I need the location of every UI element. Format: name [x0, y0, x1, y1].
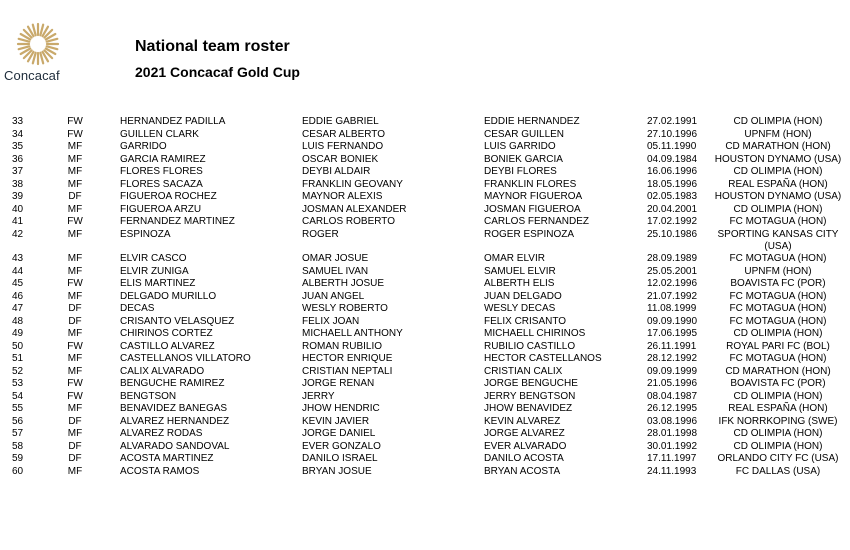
table-row: [0, 291, 850, 304]
player-position: FW: [67, 278, 83, 289]
player-position: MF: [67, 403, 83, 414]
player-birth-date: 27.10.1996: [647, 128, 698, 140]
player-birth-date: 21.07.1992: [647, 290, 698, 302]
player-shirt-name: WESLY DECAS: [484, 303, 556, 314]
player-birth-date: 28.01.1998: [647, 428, 698, 439]
player-last-name: CRISANTO VELASQUEZ: [120, 315, 235, 327]
player-birth-date: 26.12.1995: [647, 403, 698, 414]
player-number: 33: [12, 116, 24, 127]
table-row: [0, 191, 850, 204]
player-last-name: BENAVIDEZ BANEGAS: [120, 403, 228, 414]
table-row: [0, 216, 850, 229]
player-birth-date: 25.10.1986: [647, 228, 698, 240]
player-birth-date: 17.06.1995: [647, 328, 698, 339]
player-position: DF: [68, 415, 82, 427]
player-club: CD OLIMPIA (HON): [733, 166, 823, 177]
player-first-name: CARLOS ROBERTO: [302, 216, 395, 227]
player-number: 57: [12, 428, 24, 439]
player-position: MF: [67, 166, 83, 177]
player-club: REAL ESPAÑA (HON): [728, 178, 828, 190]
player-last-name: ACOSTA RAMOS: [120, 465, 200, 477]
player-club: CD MARATHON (HON): [725, 141, 831, 152]
player-last-name: FLORES FLORES: [120, 166, 203, 177]
player-birth-date: 12.02.1996: [647, 278, 698, 289]
player-first-name: MICHAELL ANTHONY: [302, 328, 403, 339]
player-birth-date: 24.11.1993: [647, 465, 697, 477]
player-position: DF: [68, 453, 82, 464]
player-position: MF: [67, 153, 83, 165]
player-last-name: BENGUCHE RAMIREZ: [120, 378, 225, 389]
player-shirt-name: DEYBI FLORES: [484, 166, 557, 177]
player-number: 48: [12, 315, 24, 327]
player-club: CD OLIMPIA (HON): [733, 116, 823, 127]
player-first-name: JUAN ANGEL: [302, 290, 365, 302]
player-number: 50: [12, 340, 24, 352]
player-number: 43: [12, 253, 24, 264]
player-shirt-name: SAMUEL ELVIR: [484, 265, 556, 277]
table-row: [0, 441, 850, 454]
player-position: MF: [67, 353, 83, 364]
player-number: 58: [12, 440, 24, 452]
player-first-name: WESLY ROBERTO: [302, 303, 388, 314]
player-shirt-name: CESAR GUILLEN: [484, 128, 565, 140]
table-row: [0, 391, 850, 404]
player-birth-date: 25.05.2001: [647, 265, 698, 277]
player-number: 51: [12, 353, 24, 364]
player-first-name: BRYAN JOSUE: [302, 465, 372, 477]
player-position: FW: [67, 340, 83, 352]
player-shirt-name: JHOW BENAVIDEZ: [484, 403, 573, 414]
player-shirt-name: ROGER ESPINOZA: [484, 228, 575, 240]
player-position: MF: [67, 253, 83, 264]
player-club: UPNFM (HON): [744, 265, 812, 277]
player-first-name: JOSMAN ALEXANDER: [302, 203, 407, 215]
player-club: CD OLIMPIA (HON): [733, 328, 823, 339]
player-club: CD OLIMPIA (HON): [733, 203, 823, 215]
player-last-name: HERNANDEZ PADILLA: [120, 116, 226, 127]
player-shirt-name: ALBERTH ELIS: [484, 278, 555, 289]
player-first-name: CRISTIAN NEPTALI: [302, 365, 393, 377]
player-birth-date: 21.05.1996: [647, 378, 698, 389]
player-birth-date: 09.09.1990: [647, 315, 698, 327]
table-row: [0, 253, 850, 266]
player-birth-date: 03.08.1996: [647, 415, 698, 427]
player-club: IFK NORRKOPING (SWE): [718, 415, 838, 427]
player-position: MF: [67, 465, 83, 477]
player-shirt-name: LUIS GARRIDO: [484, 141, 556, 152]
player-club: HOUSTON DYNAMO (USA): [714, 191, 842, 202]
table-row: [0, 154, 850, 167]
player-number: 34: [12, 128, 24, 140]
player-number: 55: [12, 403, 24, 414]
player-last-name: FLORES SACAZA: [120, 178, 203, 190]
roster-table: [0, 116, 850, 478]
player-last-name: FERNANDEZ MARTINEZ: [120, 216, 235, 227]
player-position: DF: [68, 303, 82, 314]
player-last-name: GARRIDO: [120, 141, 167, 152]
player-shirt-name: JUAN DELGADO: [484, 290, 562, 302]
player-shirt-name: JOSMAN FIGUEROA: [484, 203, 581, 215]
player-position: DF: [68, 191, 82, 202]
player-first-name: OMAR JOSUE: [302, 253, 369, 264]
player-number: 59: [12, 453, 24, 464]
player-number: 49: [12, 328, 24, 339]
player-last-name: GUILLEN CLARK: [120, 128, 199, 140]
player-position: MF: [67, 365, 83, 377]
table-row: [0, 341, 850, 354]
player-club: FC MOTAGUA (HON): [729, 216, 827, 227]
table-row: [0, 303, 850, 316]
page-subtitle: 2021 Concacaf Gold Cup: [135, 64, 300, 80]
player-number: 45: [12, 278, 24, 289]
player-shirt-name: KEVIN ALVAREZ: [484, 415, 561, 427]
player-number: 39: [12, 191, 24, 202]
player-first-name: JORGE DANIEL: [302, 428, 376, 439]
player-last-name: GARCIA RAMIREZ: [120, 153, 206, 165]
table-row: [0, 129, 850, 142]
player-birth-date: 17.11.1997: [647, 453, 697, 464]
player-last-name: BENGTSON: [120, 390, 177, 402]
player-first-name: DANILO ISRAEL: [302, 453, 378, 464]
player-position: MF: [67, 178, 83, 190]
player-first-name: KEVIN JAVIER: [302, 415, 370, 427]
player-first-name: DEYBI ALDAIR: [302, 166, 371, 177]
table-row: [0, 353, 850, 366]
player-first-name: EDDIE GABRIEL: [302, 116, 379, 127]
table-row: [0, 403, 850, 416]
player-club: ORLANDO CITY FC (USA): [717, 453, 839, 464]
player-last-name: CASTILLO ALVAREZ: [120, 340, 215, 352]
player-position: FW: [67, 116, 83, 127]
player-first-name: JHOW HENDRIC: [302, 403, 380, 414]
player-shirt-name: DANILO ACOSTA: [484, 453, 564, 464]
player-club: FC MOTAGUA (HON): [729, 290, 827, 302]
player-number: 41: [12, 216, 24, 227]
table-row: [0, 204, 850, 217]
player-shirt-name: CARLOS FERNANDEZ: [484, 216, 590, 227]
player-club: BOAVISTA FC (POR): [730, 378, 826, 389]
player-last-name: CHIRINOS CORTEZ: [120, 328, 213, 339]
player-number: 35: [12, 141, 24, 152]
player-first-name: HECTOR ENRIQUE: [302, 353, 393, 364]
table-row: [0, 328, 850, 341]
table-row: [0, 428, 850, 441]
player-last-name: ESPINOZA: [120, 228, 171, 240]
player-club: REAL ESPAÑA (HON): [728, 403, 828, 414]
player-last-name: CALIX ALVARADO: [120, 365, 205, 377]
player-first-name: SAMUEL IVAN: [302, 265, 369, 277]
player-shirt-name: EDDIE HERNANDEZ: [484, 116, 580, 127]
table-row: [0, 266, 850, 279]
table-row: [0, 179, 850, 192]
player-number: 38: [12, 178, 24, 190]
player-club: ROYAL PARI FC (BOL): [726, 340, 830, 352]
player-number: 54: [12, 390, 24, 402]
player-first-name: ROMAN RUBILIO: [302, 340, 383, 352]
player-club: FC DALLAS (USA): [735, 465, 821, 477]
player-birth-date: 08.04.1987: [647, 390, 698, 402]
player-position: FW: [67, 378, 83, 389]
player-last-name: ALVARADO SANDOVAL: [120, 440, 230, 452]
table-row: [0, 453, 850, 466]
player-club: CD OLIMPIA (HON): [733, 440, 823, 452]
concacaf-sun-icon: [16, 22, 60, 66]
page-title: National team roster: [135, 38, 290, 55]
player-birth-date: 27.02.1991: [647, 116, 698, 127]
player-last-name: ACOSTA MARTINEZ: [120, 453, 214, 464]
player-shirt-name: MICHAELL CHIRINOS: [484, 328, 586, 339]
player-first-name: JORGE RENAN: [302, 378, 375, 389]
player-last-name: CASTELLANOS VILLATORO: [120, 353, 251, 364]
player-club: CD OLIMPIA (HON): [733, 428, 823, 439]
player-first-name: ROGER: [302, 228, 339, 240]
player-last-name: FIGUEROA ARZU: [120, 203, 202, 215]
player-position: MF: [67, 328, 83, 339]
player-club: FC MOTAGUA (HON): [729, 315, 827, 327]
player-first-name: FRANKLIN GEOVANY: [302, 178, 403, 190]
player-first-name: LUIS FERNANDO: [302, 141, 384, 152]
table-row: [0, 316, 850, 329]
player-club: UPNFM (HON): [744, 128, 812, 140]
player-shirt-name: JORGE BENGUCHE: [484, 378, 578, 389]
player-birth-date: 28.09.1989: [647, 253, 698, 264]
player-number: 40: [12, 203, 24, 215]
table-row: [0, 416, 850, 429]
table-row: [0, 116, 850, 129]
player-first-name: MAYNOR ALEXIS: [302, 191, 383, 202]
player-last-name: ELVIR CASCO: [120, 253, 187, 264]
player-birth-date: 17.02.1992: [647, 216, 698, 227]
player-last-name: DELGADO MURILLO: [120, 290, 217, 302]
player-number: 42: [12, 228, 24, 240]
player-shirt-name: MAYNOR FIGUEROA: [484, 191, 583, 202]
table-row: [0, 366, 850, 379]
player-birth-date: 02.05.1983: [647, 191, 698, 202]
concacaf-logo: [4, 22, 74, 86]
player-number: 44: [12, 265, 24, 277]
player-shirt-name: BONIEK GARCIA: [484, 153, 563, 165]
player-club: CD MARATHON (HON): [725, 365, 831, 377]
table-row: [0, 166, 850, 179]
player-club: FC MOTAGUA (HON): [729, 353, 827, 364]
player-position: MF: [67, 228, 83, 240]
player-club: HOUSTON DYNAMO (USA): [714, 153, 842, 165]
player-last-name: ELIS MARTINEZ: [120, 278, 196, 289]
logo-text: Concacaf: [4, 68, 60, 83]
player-club: BOAVISTA FC (POR): [730, 278, 826, 289]
player-shirt-name: OMAR ELVIR: [484, 253, 545, 264]
player-last-name: ELVIR ZUNIGA: [120, 265, 189, 277]
player-shirt-name: EVER ALVARADO: [484, 440, 567, 452]
player-shirt-name: JORGE ALVAREZ: [484, 428, 565, 439]
player-first-name: OSCAR BONIEK: [302, 153, 379, 165]
player-position: MF: [67, 428, 83, 439]
player-birth-date: 28.12.1992: [647, 353, 698, 364]
player-position: MF: [67, 141, 83, 152]
player-number: 37: [12, 166, 24, 177]
player-position: MF: [67, 265, 83, 277]
table-row: [0, 229, 850, 254]
player-position: FW: [67, 128, 83, 140]
player-shirt-name: FELIX CRISANTO: [484, 315, 567, 327]
table-row: [0, 278, 850, 291]
player-number: 52: [12, 365, 24, 377]
player-club: FC MOTAGUA (HON): [729, 253, 827, 264]
player-birth-date: 04.09.1984: [647, 153, 698, 165]
player-shirt-name: HECTOR CASTELLANOS: [484, 353, 602, 364]
player-position: DF: [68, 440, 82, 452]
player-number: 36: [12, 153, 24, 165]
player-club: FC MOTAGUA (HON): [729, 303, 827, 314]
table-row: [0, 378, 850, 391]
player-birth-date: 16.06.1996: [647, 166, 698, 177]
player-position: DF: [68, 315, 82, 327]
player-number: 53: [12, 378, 24, 389]
player-shirt-name: CRISTIAN CALIX: [484, 365, 563, 377]
player-position: FW: [67, 216, 83, 227]
player-number: 56: [12, 415, 24, 427]
table-row: [0, 141, 850, 154]
player-birth-date: 11.08.1999: [647, 303, 697, 314]
player-first-name: CESAR ALBERTO: [302, 128, 385, 140]
player-number: 46: [12, 290, 24, 302]
player-birth-date: 20.04.2001: [647, 203, 698, 215]
player-shirt-name: JERRY BENGTSON: [484, 390, 576, 402]
player-number: 47: [12, 303, 24, 314]
player-shirt-name: BRYAN ACOSTA: [484, 465, 561, 477]
player-shirt-name: RUBILIO CASTILLO: [484, 340, 576, 352]
player-birth-date: 26.11.1991: [647, 340, 697, 352]
player-birth-date: 09.09.1999: [647, 365, 698, 377]
player-last-name: ALVAREZ RODAS: [120, 428, 203, 439]
player-last-name: ALVAREZ HERNANDEZ: [120, 415, 230, 427]
player-number: 60: [12, 465, 24, 477]
player-birth-date: 30.01.1992: [647, 440, 698, 452]
player-last-name: FIGUEROA ROCHEZ: [120, 191, 217, 202]
player-birth-date: 05.11.1990: [647, 141, 697, 152]
player-shirt-name: FRANKLIN FLORES: [484, 178, 577, 190]
player-first-name: EVER GONZALO: [302, 440, 381, 452]
player-club: CD OLIMPIA (HON): [733, 390, 823, 402]
player-club: SPORTING KANSAS CITY (USA): [717, 228, 839, 252]
player-position: MF: [67, 203, 83, 215]
player-first-name: ALBERTH JOSUE: [302, 278, 385, 289]
player-first-name: JERRY: [302, 390, 335, 402]
table-row: [0, 466, 850, 479]
player-last-name: DECAS: [120, 303, 155, 314]
player-birth-date: 18.05.1996: [647, 178, 698, 190]
player-position: FW: [67, 390, 83, 402]
player-first-name: FELIX JOAN: [302, 315, 360, 327]
player-position: MF: [67, 290, 83, 302]
